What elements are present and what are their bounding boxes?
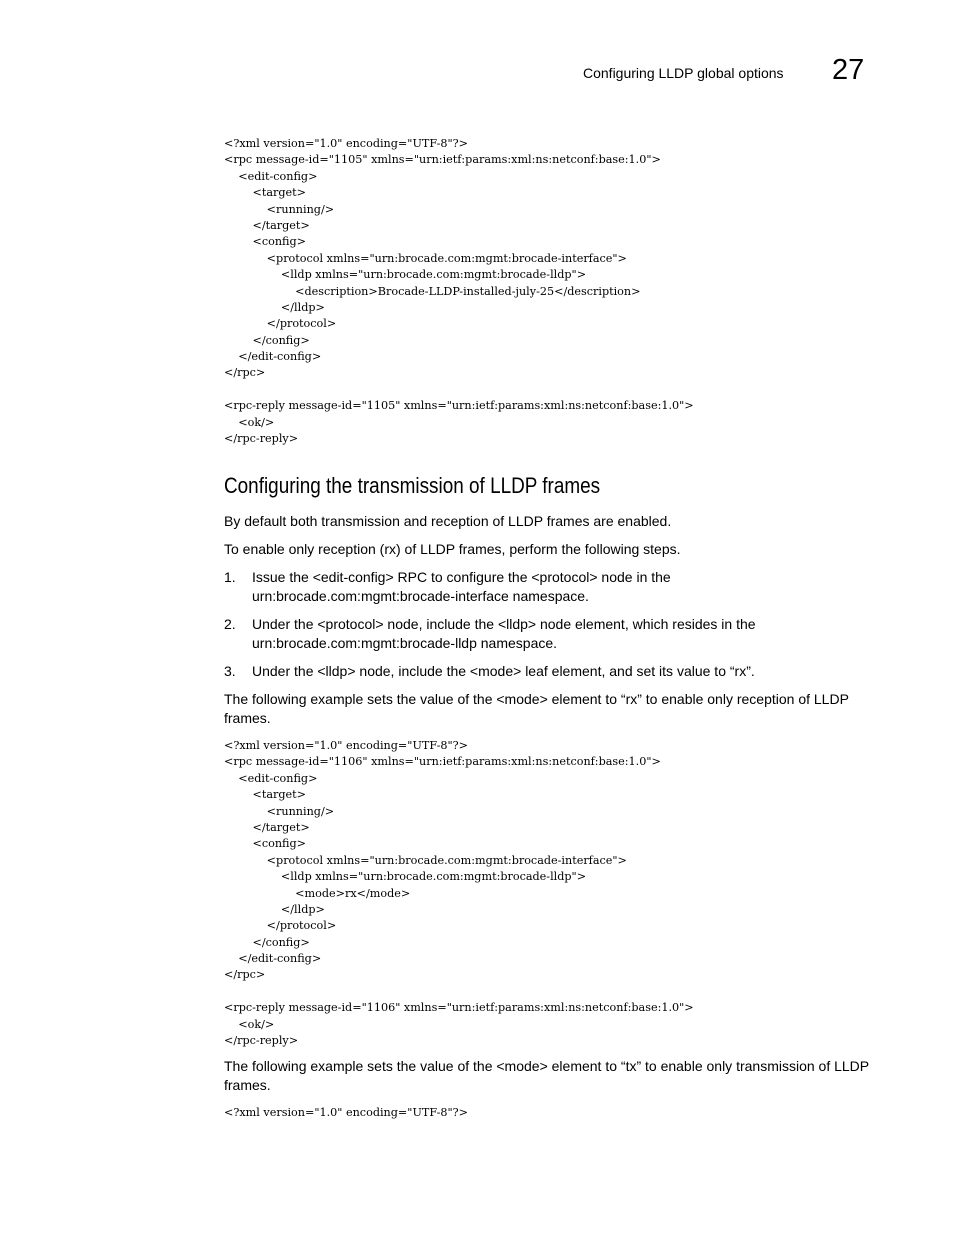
code-line: </lldp> — [224, 902, 325, 916]
code-line: <rpc-reply message-id="1106" xmlns="urn:ietf:params:xml:ns:netconf:base:1.0"> — [224, 1001, 694, 1015]
paragraph-enable-rx-intro: To enable only reception (rx) of LLDP frames, perform the following steps. — [224, 541, 681, 557]
code-block-edit-config-description — [224, 136, 694, 447]
code-line: <mode>rx</mode> — [224, 886, 411, 900]
code-line: </edit-config> — [224, 952, 322, 966]
step-text: Issue the <edit-config> RPC to configure the <protocol> node in the urn:brocade.com:mgmt:brocade-interface namespace. — [252, 569, 671, 604]
code-line: </protocol> — [224, 317, 337, 331]
code-line — [224, 984, 694, 1000]
code-line: <?xml version="1.0" encoding="UTF-8"?> — [224, 137, 469, 150]
step-number: 2. — [224, 616, 236, 632]
code-block-mode-rx — [224, 738, 694, 1049]
code-line: <?xml version="1.0" encoding="UTF-8"?> — [224, 739, 469, 752]
code-line: <target> — [224, 186, 306, 200]
step-item — [224, 568, 874, 606]
code-line: <config> — [224, 235, 307, 249]
section-heading: Configuring the transmission of LLDP frames — [224, 473, 601, 498]
code-line: </config> — [224, 935, 310, 949]
code-line: </config> — [224, 333, 310, 347]
code-line: <lldp xmlns="urn:brocade.com:mgmt:brocade-lldp"> — [224, 268, 587, 282]
code-line: <description>Brocade-LLDP-installed-july-25</description> — [224, 284, 641, 298]
code-line: <lldp xmlns="urn:brocade.com:mgmt:brocade-lldp"> — [224, 870, 587, 884]
code-line: </rpc-reply> — [224, 1034, 299, 1048]
step-number: 1. — [224, 569, 236, 585]
code-line: <ok/> — [224, 1017, 275, 1031]
paragraph-example-rx: The following example sets the value of the <mode> element to “rx” to enable only reception of LLDP frames. — [224, 691, 849, 726]
code-block-mode-tx — [224, 1105, 468, 1121]
code-line: <?xml version="1.0" encoding="UTF-8"?> — [224, 1106, 469, 1119]
step-item — [224, 615, 874, 653]
code-line: <protocol xmlns="urn:brocade.com:mgmt:brocade-interface"> — [224, 251, 627, 265]
code-line: <rpc-reply message-id="1105" xmlns="urn:ietf:params:xml:ns:netconf:base:1.0"> — [224, 399, 694, 413]
code-line — [224, 382, 694, 398]
paragraph-example-tx: The following example sets the value of the <mode> element to “tx” to enable only transmission of LLDP frames. — [224, 1058, 869, 1093]
step-text: Under the <protocol> node, include the <lldp> node element, which resides in the urn:brocade.com:mgmt:brocade-lldp namespace. — [252, 616, 756, 651]
code-line: </edit-config> — [224, 350, 322, 364]
code-line: <rpc message-id="1106" xmlns="urn:ietf:params:xml:ns:netconf:base:1.0"> — [224, 755, 661, 769]
code-line: <rpc message-id="1105" xmlns="urn:ietf:params:xml:ns:netconf:base:1.0"> — [224, 153, 661, 167]
code-line: </lldp> — [224, 300, 325, 314]
code-line: </rpc-reply> — [224, 432, 299, 446]
code-line: <running/> — [224, 202, 335, 216]
code-line: </target> — [224, 820, 310, 834]
code-line: <edit-config> — [224, 169, 318, 183]
step-number: 3. — [224, 663, 236, 679]
code-line: <running/> — [224, 804, 335, 818]
running-header-title: Configuring LLDP global options — [583, 65, 784, 81]
chapter-number: 27 — [832, 54, 865, 86]
code-line: </rpc> — [224, 366, 266, 380]
paragraph-default-enabled: By default both transmission and reception of LLDP frames are enabled. — [224, 513, 672, 529]
code-line: </rpc> — [224, 968, 266, 982]
code-line: <ok/> — [224, 415, 275, 429]
code-line: <config> — [224, 837, 307, 851]
code-line: </target> — [224, 218, 310, 232]
code-line: </protocol> — [224, 919, 337, 933]
step-item — [224, 662, 874, 681]
code-line: <protocol xmlns="urn:brocade.com:mgmt:brocade-interface"> — [224, 853, 627, 867]
code-line: <edit-config> — [224, 771, 318, 785]
step-text: Under the <lldp> node, include the <mode> leaf element, and set its value to “rx”. — [252, 663, 755, 679]
code-line: <target> — [224, 788, 306, 802]
